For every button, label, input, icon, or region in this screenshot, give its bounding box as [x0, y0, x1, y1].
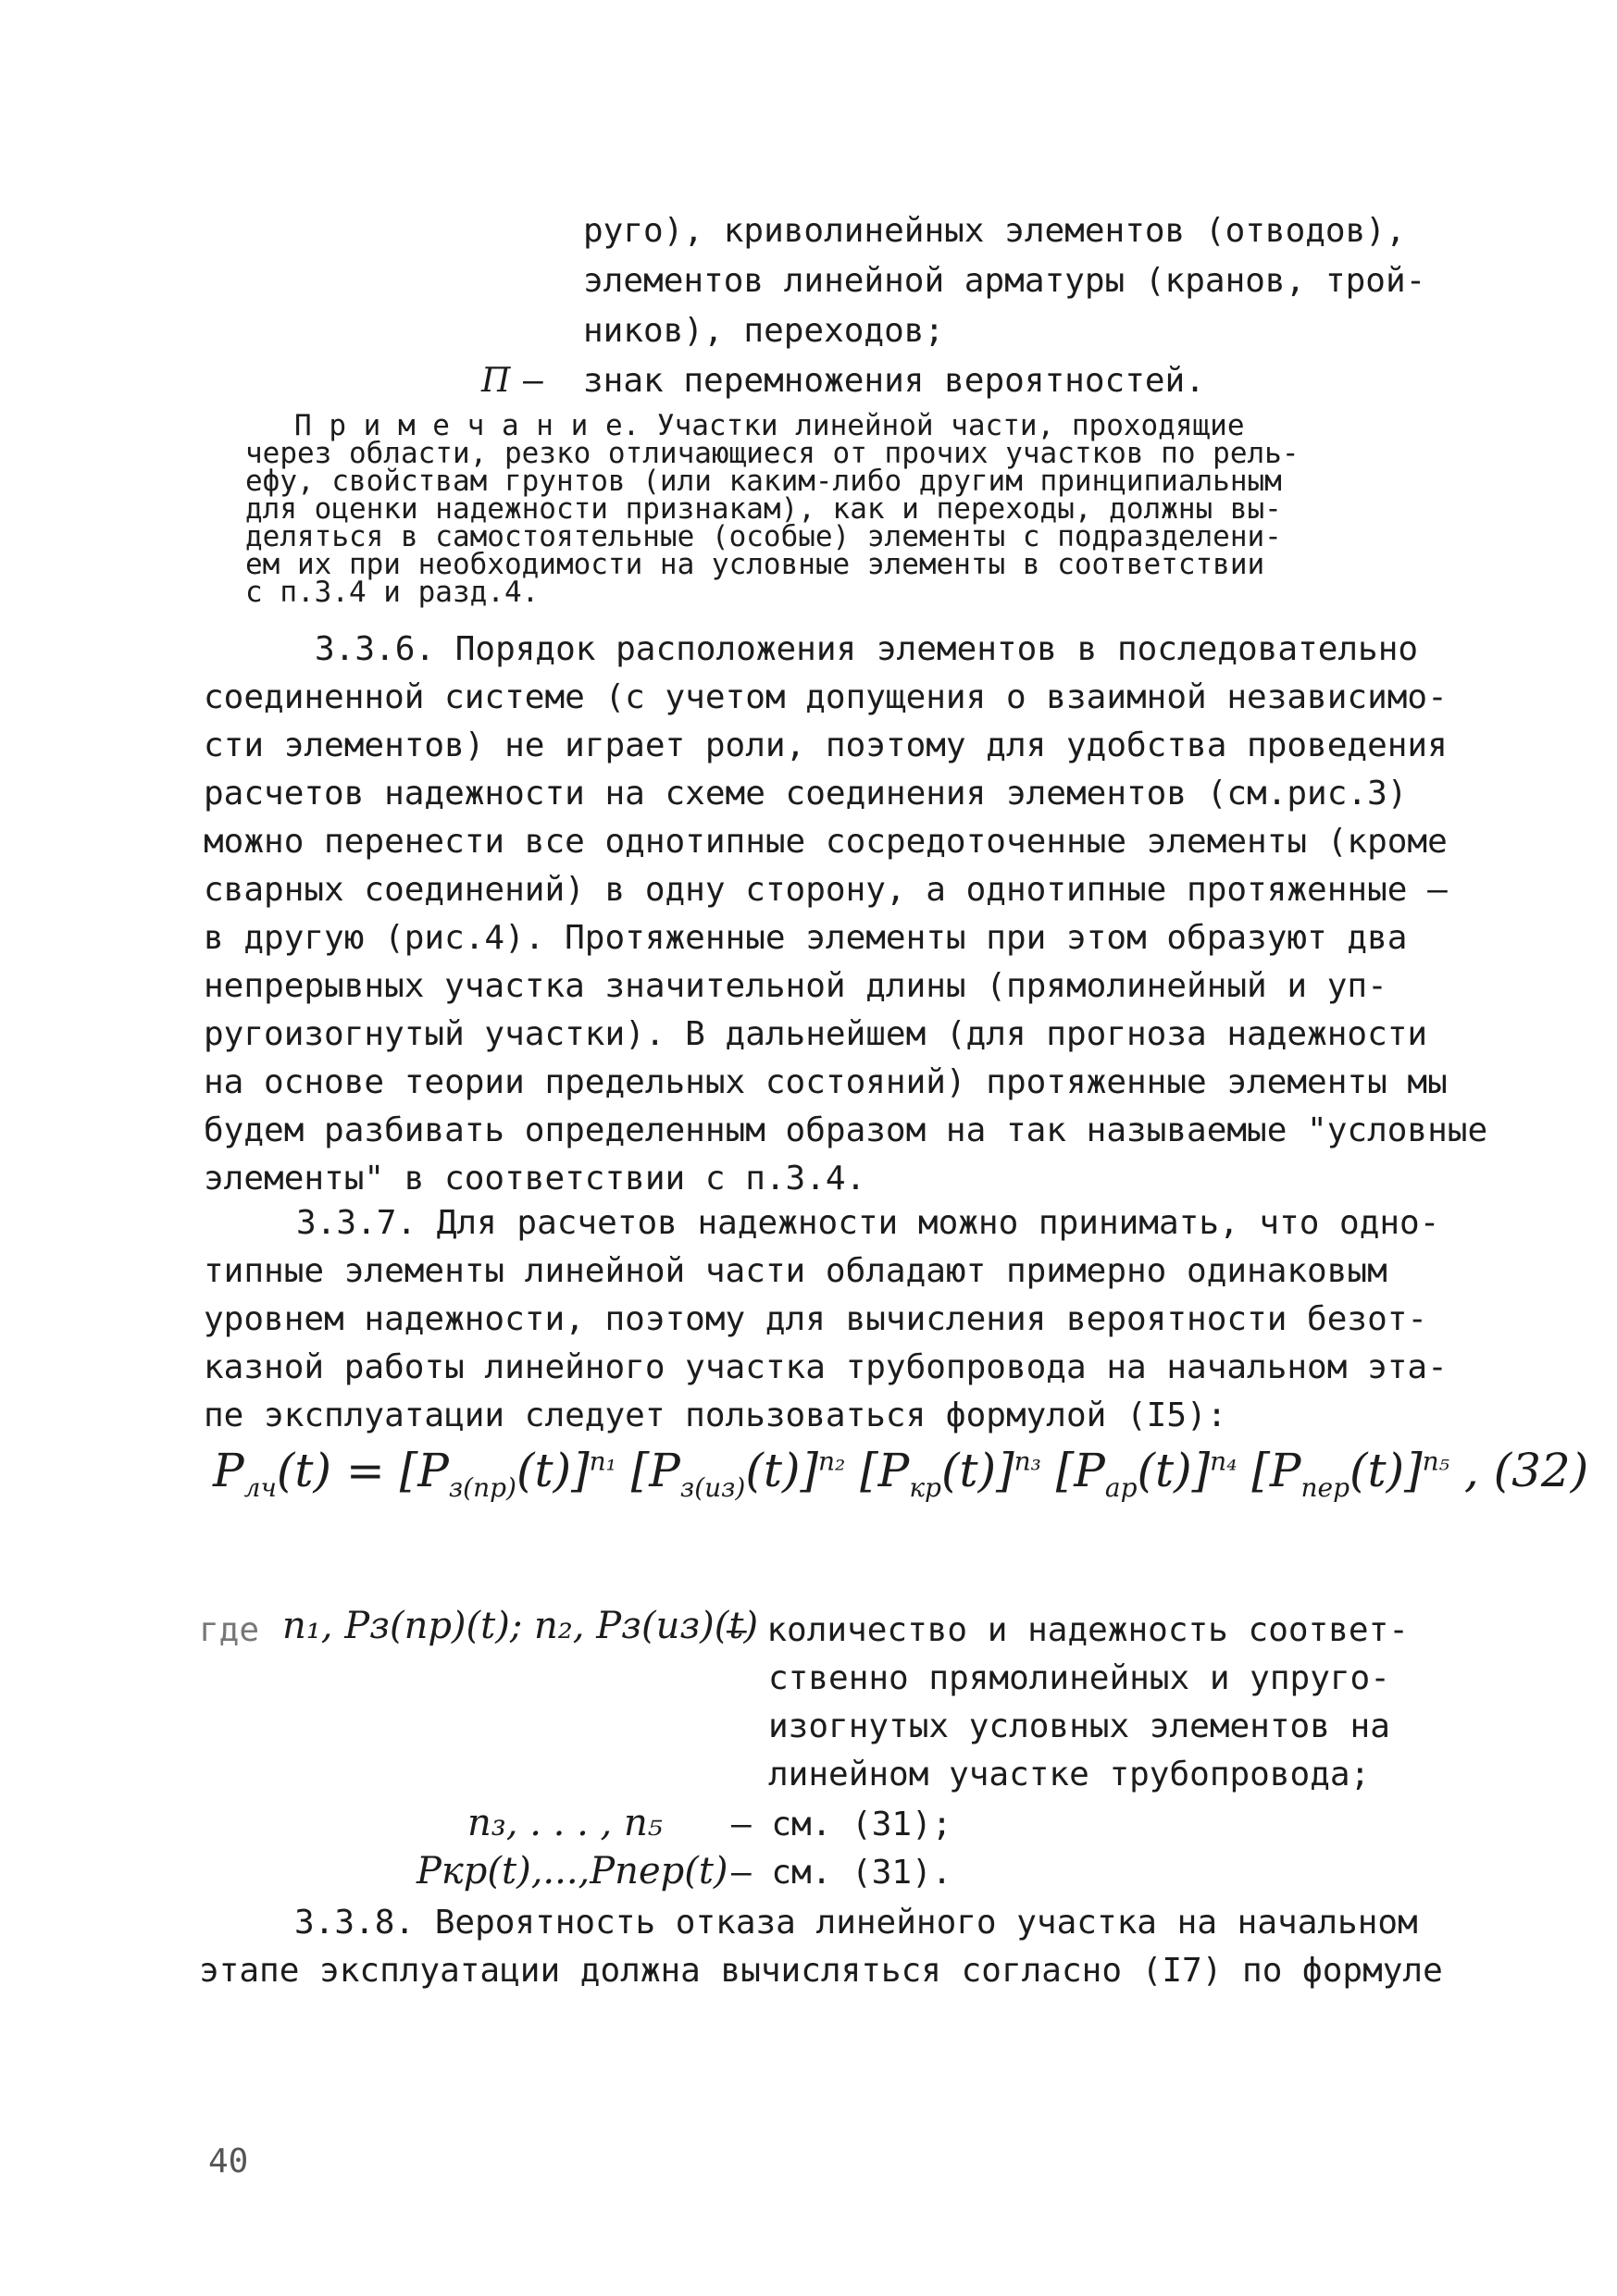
continuation-line-2: элементов линейной арматуры (кранов, трой- [583, 262, 1426, 300]
formula-lhs-arg: (t) [276, 1444, 332, 1497]
formula-term-5: $[P_{пер}(t)]^{n_5}$ [1251, 1444, 1449, 1503]
pi-dash: – [523, 362, 543, 400]
para-337-line-3: уровнем надежности, поэтому для вычисления вероятности безот- [204, 1300, 1428, 1338]
para-336-line-10: на основе теории предельных состояний) протяженные элементы мы [204, 1063, 1448, 1101]
formula-32 [213, 1444, 1589, 1545]
formula-term-4: $[P_{ар}(t)]^{n_4}$ [1055, 1444, 1238, 1503]
note-line-5: деляться в самостоятельные (особые) элементы с подразделени- [245, 520, 1282, 553]
where-def-1-line-4: линейном участке трубопровода; [768, 1756, 1371, 1793]
para-336-line-4: расчетов надежности на схеме соединения элементов (см.рис.3) [204, 775, 1408, 813]
where-def-1-line-1: – количество и надежность соответ- [727, 1611, 1409, 1649]
where-def-3: – см. (31). [731, 1854, 952, 1892]
para-338-line-1: 3.3.8. Вероятность отказа линейного участка на начальном [294, 1904, 1418, 1942]
note-line-7: с п.3.4 и разд.4. [245, 576, 540, 609]
note-line-4: для оценки надежности признакам), как и переходы, должны вы- [245, 492, 1282, 526]
pi-symbol: П [481, 362, 511, 400]
formula-term-1: $[P_{з(пр)}(t)]^{n_1}$ [399, 1444, 616, 1503]
para-336-line-6: сварных соединений) в одну сторону, а однотипные протяженные – [204, 871, 1448, 909]
para-336-line-1: 3.3.6. Порядок расположения элементов в последовательно [315, 630, 1419, 668]
where-symbols-1: n₁, Pз(пр)(t); n₂, Pз(из)(t) [282, 1605, 759, 1647]
note-line-3: ефу, свойствам грунтов (или каким-либо другим принципиальным [245, 465, 1282, 498]
note-line-1: П р и м е ч а н и е. Участки линейной части, проходящие [294, 409, 1245, 442]
page-number: 40 [208, 2142, 249, 2180]
para-337-line-5: пе эксплуатации следует пользоваться формулой (I5): [204, 1396, 1227, 1434]
para-337-line-4: казной работы линейного участка трубопровода на начальном эта- [204, 1348, 1448, 1386]
para-336-line-5: можно перенести все однотипные сосредоточенные элементы (кроме [204, 823, 1448, 861]
para-336-line-2: соединенной системе (с учетом допущения о взаимной независимо- [204, 678, 1448, 716]
where-def-1-line-2: ственно прямолинейных и упруго- [768, 1659, 1390, 1697]
continuation-line-1: руго), криволинейных элементов (отводов), [583, 212, 1406, 250]
note-line-6: ем их при необходимости на условные элементы в соответствии [245, 548, 1265, 581]
para-336-line-8: непрерывных участка значительной длины (прямолинейный и уп- [204, 967, 1387, 1005]
para-336-line-7: в другую (рис.4). Протяженные элементы при этом образуют два [204, 919, 1408, 957]
formula-lhs-sub: лч [243, 1472, 277, 1503]
note-line-2: через области, резко отличающиеся от прочих участков по рель- [245, 437, 1300, 470]
formula-lhs: P [213, 1444, 244, 1497]
formula-term-2: $[P_{з(из)}(t)]^{n_2}$ [630, 1444, 846, 1503]
para-337-line-2: типные элементы линейной части обладают примерно одинаковым [204, 1252, 1387, 1290]
pi-definition: знак перемножения вероятностей. [583, 362, 1205, 400]
para-336-line-9: ругоизогнутый участки). В дальнейшем (для прогноза надежности [204, 1015, 1428, 1053]
where-symbols-2: n₃, . . . , n₅ [467, 1802, 663, 1844]
where-def-2: – см. (31); [731, 1806, 952, 1843]
formula-number: , (32) [1463, 1444, 1589, 1497]
para-336-line-3: сти элементов) не играет роли, поэтому для удобства проведения [204, 726, 1448, 764]
formula-term-3: $[P_{кр}(t)]^{n_3}$ [860, 1444, 1041, 1503]
para-338-line-2: этапе эксплуатации должна вычисляться согласно (I7) по формуле [199, 1952, 1443, 1990]
para-336-line-12: элементы" в соответствии с п.3.4. [204, 1160, 866, 1198]
para-337-line-1: 3.3.7. Для расчетов надежности можно принимать, что одно- [296, 1204, 1440, 1242]
formula-eq: = [345, 1444, 385, 1497]
where-word: где [199, 1611, 260, 1649]
continuation-line-3: ников), переходов; [583, 312, 945, 350]
para-336-line-11: будем разбивать определенным образом на так называемые "условные [204, 1111, 1488, 1149]
where-def-1-line-3: изогнутых условных элементов на [768, 1707, 1390, 1745]
where-symbols-3: Pкр(t),...,Pпер(t) [417, 1850, 728, 1893]
